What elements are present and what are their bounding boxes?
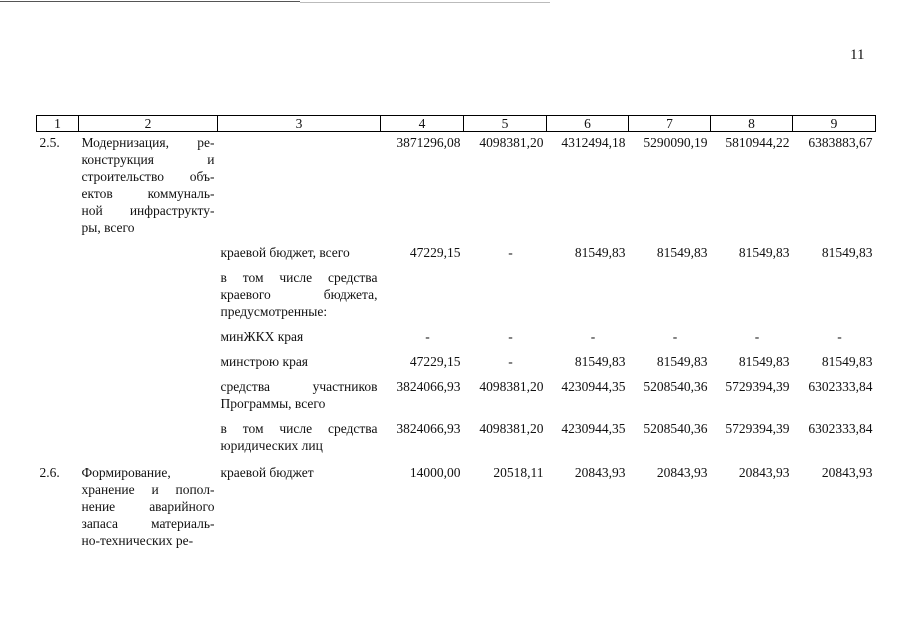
funding-source-line: краевой бюджет, всего xyxy=(220,245,350,260)
value-text: 5729394,39 xyxy=(725,379,790,394)
value-text: 4230944,35 xyxy=(561,421,626,436)
value-cell xyxy=(629,370,711,412)
table-row xyxy=(37,345,876,370)
row-number xyxy=(37,261,79,320)
table-row xyxy=(37,236,876,261)
value-text: 47229,15 xyxy=(409,354,461,369)
funding-source xyxy=(218,320,381,345)
value-cell xyxy=(547,261,629,320)
item-name-line: запаса материаль- xyxy=(81,516,215,531)
value-text: 5208540,36 xyxy=(643,421,708,436)
value-text: 4312494,18 xyxy=(561,135,626,150)
item-name xyxy=(79,236,218,261)
item-name-line: но-технических ре- xyxy=(81,533,194,548)
value-text: 5810944,22 xyxy=(725,135,790,150)
value-text: - xyxy=(425,329,430,344)
value-text: 20518,11 xyxy=(493,465,544,480)
funding-source xyxy=(218,261,381,320)
value-cell xyxy=(547,132,629,237)
value-text: - xyxy=(754,329,760,344)
row-number-text: 2.5. xyxy=(39,135,60,150)
value-cell xyxy=(711,236,793,261)
value-text: 20843,93 xyxy=(738,465,790,480)
value-text: 4098381,20 xyxy=(479,135,544,150)
item-name xyxy=(79,370,218,412)
funding-source-line: краевого бюджета, xyxy=(220,287,378,302)
funding-source xyxy=(218,412,381,454)
table-row xyxy=(37,412,876,454)
value-cell xyxy=(711,370,793,412)
value-text: 81549,83 xyxy=(738,354,790,369)
page-number: 11 xyxy=(850,47,865,63)
value-text: - xyxy=(508,329,513,344)
row-number xyxy=(37,132,79,237)
header-cell: 4 xyxy=(381,116,464,132)
funding-source xyxy=(218,236,381,261)
value-text: 3824066,93 xyxy=(396,379,461,394)
value-cell xyxy=(547,236,629,261)
table-row xyxy=(37,320,876,345)
header-cell: 7 xyxy=(629,116,711,132)
value-text: 6302333,84 xyxy=(808,421,873,436)
funding-source xyxy=(218,370,381,412)
value-cell xyxy=(793,454,876,549)
value-text: 81549,83 xyxy=(574,354,626,369)
value-cell xyxy=(629,132,711,237)
value-text: - xyxy=(508,354,513,369)
value-cell xyxy=(793,320,876,345)
table-row xyxy=(37,454,876,549)
value-cell xyxy=(464,454,547,549)
funding-source xyxy=(218,454,381,549)
item-name-line: нение аварийного xyxy=(81,499,215,514)
value-text: 47229,15 xyxy=(409,245,461,260)
row-number xyxy=(37,320,79,345)
value-text: 81549,83 xyxy=(656,354,708,369)
value-cell xyxy=(793,412,876,454)
value-cell xyxy=(711,261,793,320)
table-header-row xyxy=(37,116,876,132)
funding-source xyxy=(218,132,381,237)
value-text: - xyxy=(837,329,842,344)
value-cell xyxy=(547,370,629,412)
table-row xyxy=(37,132,876,237)
value-cell xyxy=(711,412,793,454)
value-cell xyxy=(793,261,876,320)
value-cell xyxy=(629,320,711,345)
value-text: 5208540,36 xyxy=(643,379,708,394)
item-name-line: Модернизация, ре- xyxy=(81,135,215,150)
funding-source-line: предусмотренные: xyxy=(220,304,328,319)
value-text: 20843,93 xyxy=(574,465,626,480)
header-cell: 1 xyxy=(37,116,79,132)
header-cell: 8 xyxy=(711,116,793,132)
value-text: 6383883,67 xyxy=(808,135,873,150)
value-cell xyxy=(629,412,711,454)
value-cell xyxy=(793,132,876,237)
value-cell xyxy=(547,345,629,370)
item-name xyxy=(79,320,218,345)
value-text: 4098381,20 xyxy=(479,421,544,436)
value-text: 5290090,19 xyxy=(643,135,708,150)
value-cell xyxy=(793,345,876,370)
value-cell xyxy=(629,345,711,370)
row-number xyxy=(37,345,79,370)
value-cell xyxy=(629,236,711,261)
value-text: 4230944,35 xyxy=(561,379,626,394)
table-row xyxy=(37,261,876,320)
item-name xyxy=(79,454,218,549)
value-text: 20843,93 xyxy=(821,465,873,480)
value-cell xyxy=(793,370,876,412)
value-cell xyxy=(464,320,547,345)
value-text: - xyxy=(590,329,596,344)
value-cell xyxy=(547,454,629,549)
funding-source-line: краевой бюджет xyxy=(220,465,314,480)
value-cell xyxy=(629,261,711,320)
item-name-line: ной инфраструкту- xyxy=(81,203,215,218)
funding-source-line: Программы, всего xyxy=(220,396,326,411)
funding-source-line: средства участников xyxy=(220,379,378,394)
header-cell: 6 xyxy=(547,116,629,132)
funding-source-line: в том числе средства xyxy=(220,270,378,285)
value-cell xyxy=(711,345,793,370)
row-number xyxy=(37,412,79,454)
value-text: - xyxy=(508,245,513,260)
funding-source-line: в том числе средства xyxy=(220,421,378,436)
item-name-line: конструкция и xyxy=(81,152,215,167)
value-cell xyxy=(464,261,547,320)
table-row xyxy=(37,370,876,412)
value-text: 20843,93 xyxy=(656,465,708,480)
value-text: 3871296,08 xyxy=(396,135,461,150)
value-cell xyxy=(381,132,464,237)
value-cell xyxy=(381,261,464,320)
item-name xyxy=(79,412,218,454)
value-text: 3824066,93 xyxy=(396,421,461,436)
row-number xyxy=(37,236,79,261)
value-cell xyxy=(629,454,711,549)
value-text: - xyxy=(672,329,678,344)
value-cell xyxy=(711,132,793,237)
value-text: 81549,83 xyxy=(821,354,873,369)
item-name xyxy=(79,261,218,320)
header-cell: 2 xyxy=(79,116,218,132)
item-name-line: ектов коммуналь- xyxy=(81,186,215,201)
funding-source xyxy=(218,345,381,370)
value-cell xyxy=(381,370,464,412)
item-name-line: ры, всего xyxy=(81,220,135,235)
value-cell xyxy=(381,236,464,261)
value-cell xyxy=(711,454,793,549)
value-text: 6302333,84 xyxy=(808,379,873,394)
row-number xyxy=(37,370,79,412)
value-text: 81549,83 xyxy=(738,245,790,260)
header-cell: 9 xyxy=(793,116,876,132)
value-cell xyxy=(464,236,547,261)
item-name xyxy=(79,132,218,237)
value-text: 14000,00 xyxy=(409,465,461,480)
value-text: 5729394,39 xyxy=(725,421,790,436)
value-text: 81549,83 xyxy=(656,245,708,260)
item-name-line: строительство объ- xyxy=(81,169,215,184)
scan-artifact-line xyxy=(0,0,560,6)
value-text: 4098381,20 xyxy=(479,379,544,394)
value-cell xyxy=(793,236,876,261)
funding-source-line: юридических лиц xyxy=(220,438,323,453)
value-cell xyxy=(547,320,629,345)
value-cell xyxy=(547,412,629,454)
item-name-line: Формирование, xyxy=(81,465,171,480)
value-cell xyxy=(381,320,464,345)
value-cell xyxy=(464,132,547,237)
value-cell xyxy=(464,412,547,454)
row-number-text: 2.6. xyxy=(39,465,60,480)
value-cell xyxy=(381,454,464,549)
value-text: 81549,83 xyxy=(574,245,626,260)
value-cell xyxy=(711,320,793,345)
budget-table xyxy=(36,115,876,549)
value-cell xyxy=(464,370,547,412)
value-cell xyxy=(464,345,547,370)
value-cell xyxy=(381,345,464,370)
value-cell xyxy=(381,412,464,454)
funding-source-line: минстрою края xyxy=(220,354,309,369)
funding-source-line: минЖКХ края xyxy=(220,329,304,344)
header-cell: 3 xyxy=(218,116,381,132)
item-name xyxy=(79,345,218,370)
row-number xyxy=(37,454,79,549)
header-cell: 5 xyxy=(464,116,547,132)
value-text: 81549,83 xyxy=(821,245,873,260)
item-name-line: хранение и попол- xyxy=(81,482,215,497)
